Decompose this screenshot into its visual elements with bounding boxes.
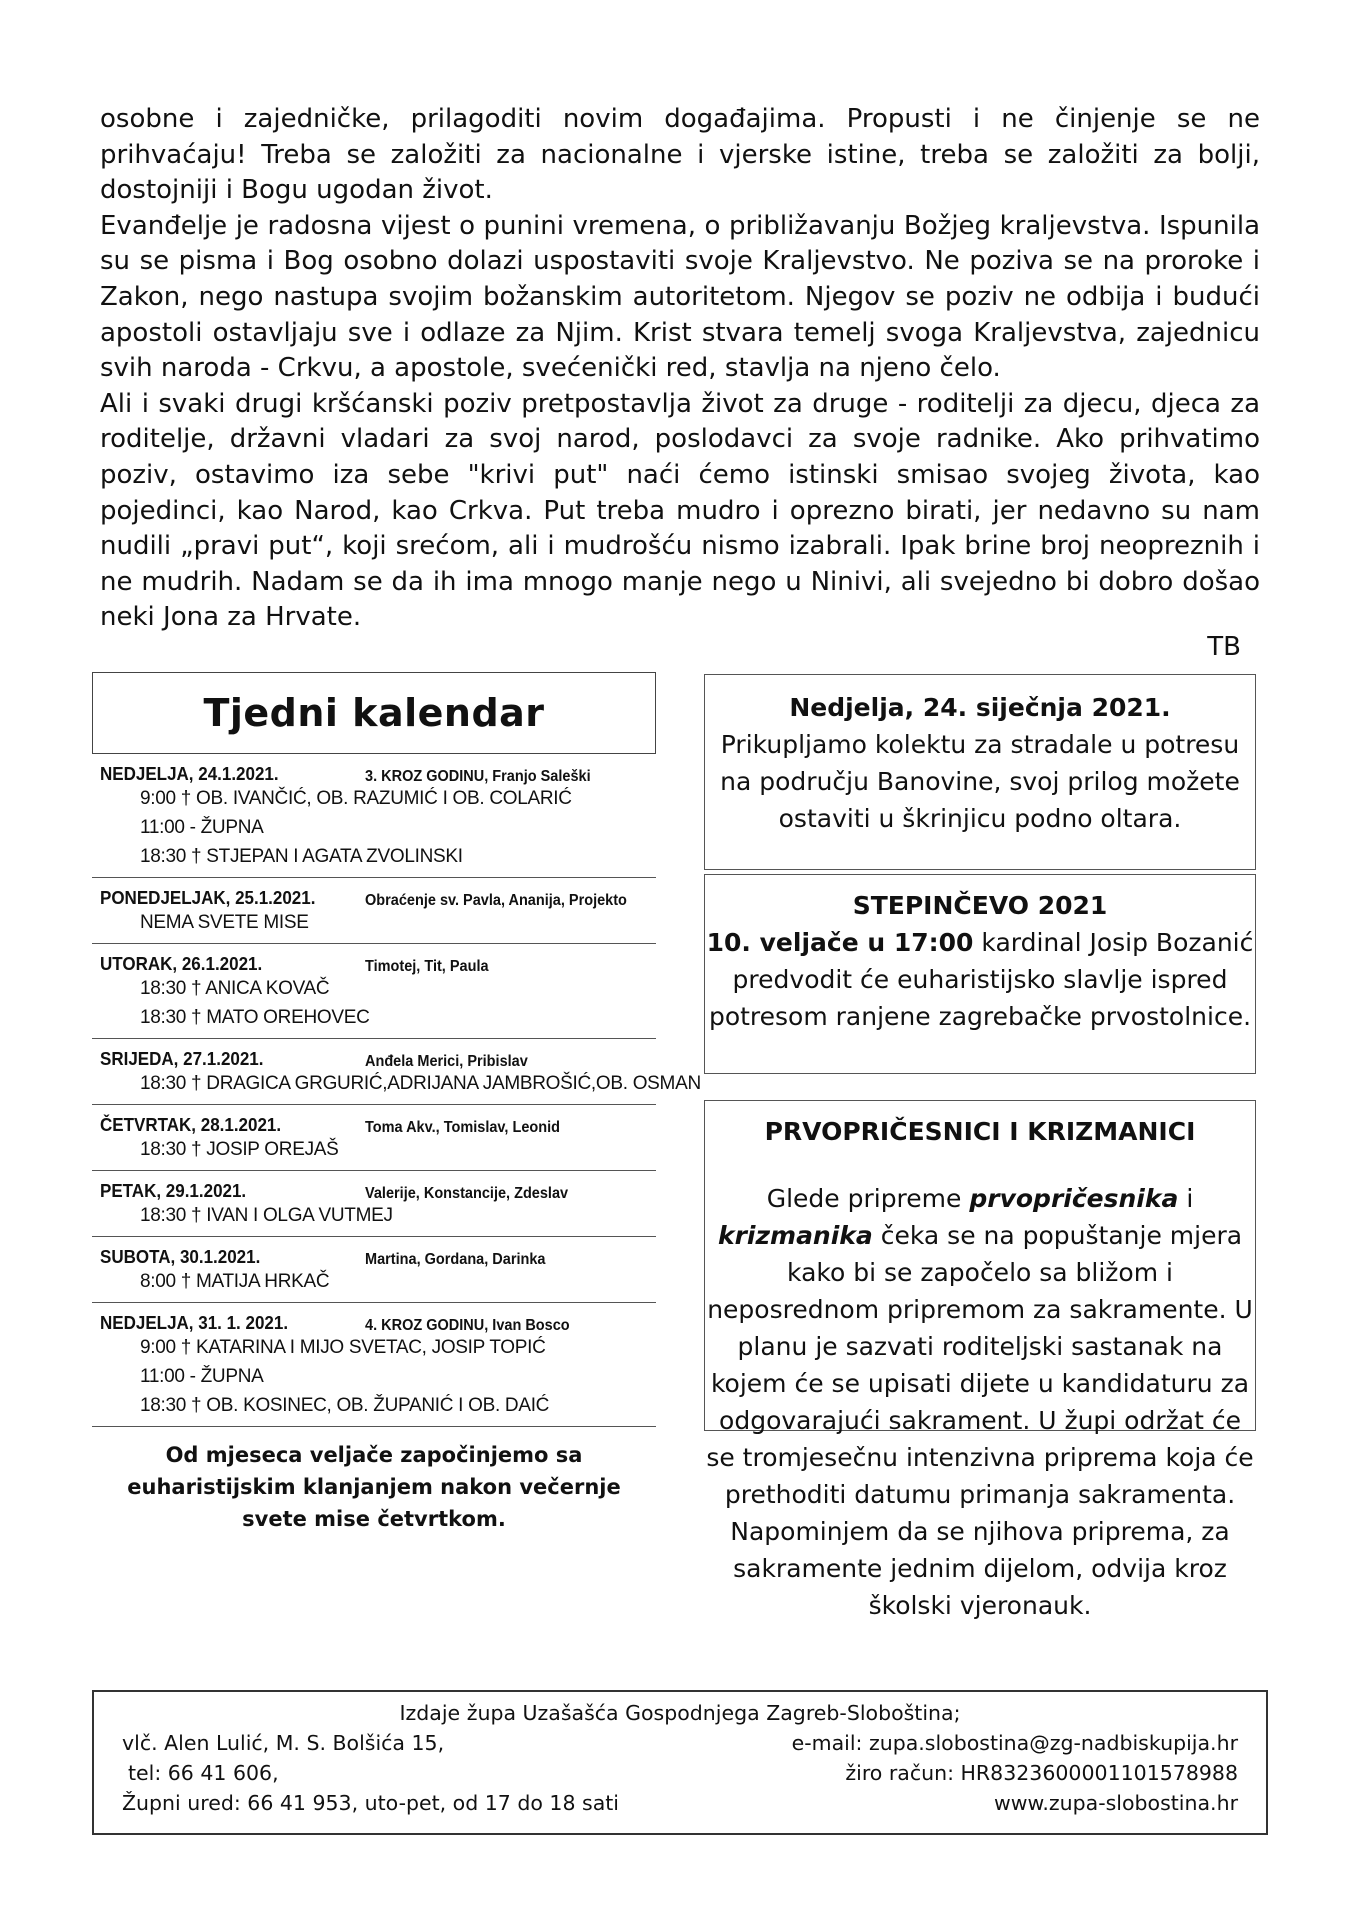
calendar-day-header xyxy=(100,1104,656,1136)
calendar-day-date: NEDJELJA, 31. 1. 2021. xyxy=(100,1312,289,1334)
calendar-mass: 18:30 † MATO OREHOVEC xyxy=(140,1007,370,1028)
calendar-mass: 8:00 † MATIJA HRKAČ xyxy=(140,1271,330,1292)
calendar-day-header xyxy=(100,1170,656,1202)
calendar-day-date: UTORAK, 26.1.2021. xyxy=(100,953,263,975)
calendar-day-date: ČETVRTAK, 28.1.2021. xyxy=(100,1114,282,1136)
calendar-title: Tjedni kalendar xyxy=(203,691,545,735)
calendar-day-header xyxy=(100,1038,656,1070)
article-body xyxy=(100,102,1260,636)
sacraments-text-part: čeka se na popuštanje mjera kako bi se započelo sa bližom i neposrednom pripremom za sakramente. U planu je sazvati roditeljski sastanak na kojem će se upisati dijete u kandidaturu za odgovarajući sakrament. U župi održat će se tromjesečnu intenzivna priprema koja će prethoditi datumu primanja sakramenta. xyxy=(706,1221,1254,1509)
calendar-day-feast: Timotej, Tit, Paula xyxy=(365,957,489,976)
weekly-calendar xyxy=(92,672,701,1535)
stepinac-text xyxy=(705,924,1255,1035)
stepinac-date: 10. veljače u 17:00 xyxy=(706,928,974,957)
footer-publisher: Izdaje župa Uzašašća Gospodnjega Zagreb-Sloboština; xyxy=(399,1701,961,1725)
calendar-day-date: PONEDJELJAK, 25.1.2021. xyxy=(100,887,316,909)
calendar-day-header xyxy=(100,943,656,975)
footer-address: vlč. Alen Lulić, M. S. Bolšića 15, xyxy=(122,1731,445,1755)
calendar-mass: 18:30 † STJEPAN I AGATA ZVOLINSKI xyxy=(140,846,463,867)
footer-office-hours: Župni ured: 66 41 953, uto-pet, od 17 do 18 sati xyxy=(122,1791,620,1815)
article-paragraph: Evanđelje je radosna vijest o punini vremena, o približavanju Božjeg kraljevstva. Ispunila su se pisma i Bog osobno dolazi uspostaviti svoje Kraljevstvo. Ne poziva se na proroke i Zakon, nego nastupa svojim božanskim autoritetom. Njegov se poziv ne odbija i budući apostoli ostavljaju sve i odlaze za Njim. Krist stvara temelj svoga Kraljevstva, zajednicu svih naroda - Crkvu, a apostole, svećenički red, stavlja na njeno čelo. xyxy=(100,210,1260,384)
calendar-day-date: NEDJELJA, 24.1.2021. xyxy=(100,763,279,785)
calendar-day-header xyxy=(100,1302,656,1334)
confirmands-term: krizmanika xyxy=(717,1221,873,1250)
calendar-day-header xyxy=(100,877,656,909)
sacraments-notice xyxy=(704,1100,1256,1620)
sacraments-text-part: Glede pripreme xyxy=(766,1184,970,1213)
calendar-day-date: SRIJEDA, 27.1.2021. xyxy=(100,1048,264,1070)
calendar-day xyxy=(92,878,656,944)
footer-phone: tel: 66 41 606, xyxy=(128,1761,279,1785)
calendar-day-header xyxy=(100,1236,656,1268)
calendar-day-feast: 4. KROZ GODINU, Ivan Bosco xyxy=(365,1316,570,1335)
calendar-mass: 18:30 † JOSIP OREJAŠ xyxy=(140,1139,339,1160)
calendar-mass: 11:00 - ŽUPNA xyxy=(140,817,264,838)
calendar-mass: 11:00 - ŽUPNA xyxy=(140,1366,264,1387)
calendar-mass: 18:30 † OB. KOSINEC, OB. ŽUPANIĆ I OB. DAIĆ xyxy=(140,1395,550,1416)
calendar-day-feast: 3. KROZ GODINU, Franjo Saleški xyxy=(365,767,591,786)
footer-website[interactable]: www.zupa-slobostina.hr xyxy=(993,1791,1238,1815)
calendar-day xyxy=(92,1171,656,1237)
calendar-day-date: PETAK, 29.1.2021. xyxy=(100,1180,247,1202)
calendar-days xyxy=(92,754,701,1427)
calendar-mass: 9:00 † OB. IVANČIĆ, OB. RAZUMIĆ I OB. COLARIĆ xyxy=(140,788,572,809)
calendar-mass: 18:30 † ANICA KOVAČ xyxy=(140,978,330,999)
sacraments-text-part: i xyxy=(1178,1184,1194,1213)
sacraments-heading: PRVOPRIČESNICI I KRIZMANICI xyxy=(764,1117,1196,1146)
collection-heading: Nedjelja, 24. siječnja 2021. xyxy=(789,693,1171,722)
calendar-day-feast: Obraćenje sv. Pavla, Ananija, Projekto xyxy=(365,891,627,910)
calendar-day-feast: Martina, Gordana, Darinka xyxy=(365,1250,546,1269)
calendar-day-feast: Anđela Merici, Pribislav xyxy=(365,1052,528,1071)
calendar-day xyxy=(92,1039,701,1105)
calendar-mass: NEMA SVETE MISE xyxy=(140,912,309,933)
calendar-day-feast: Toma Akv., Tomislav, Leonid xyxy=(365,1118,560,1137)
collection-notice xyxy=(704,674,1256,870)
calendar-day xyxy=(92,1105,656,1171)
calendar-day-header xyxy=(100,753,656,785)
footer-email[interactable]: e-mail: zupa.slobostina@zg-nadbiskupija.hr xyxy=(791,1731,1238,1755)
calendar-day xyxy=(92,754,656,878)
article-paragraph: Ali i svaki drugi kršćanski poziv pretpostavlja život za druge - roditelji za djecu, djeca za roditelje, državni vladari za svoj narod, poslodavci za svoje radnike. Ako prihvatimo poziv, ostavimo iza sebe "krivi put" naći ćemo istinski smisao svojeg života, kao pojedinci, kao Narod, kao Crkva. Put treba mudro i oprezno birati, jer nedavno su nam nudili „pravi put“, koji srećom, ali i mudrošću nismo izabrali. Ipak brine broj neopreznih i ne mudrih. Nadam se da ih ima mnogo manje nego u Ninivi, ali svejedno bi dobro došao neki Jona za Hrvate. xyxy=(100,388,1260,633)
calendar-day xyxy=(92,1303,656,1427)
stepinac-notice xyxy=(704,874,1256,1074)
calendar-note: Od mjeseca veljače započinjemo sa euharistijskim klanjanjem nakon večernje svete mise četvrtkom. xyxy=(127,1443,621,1531)
publisher-footer xyxy=(92,1690,1268,1835)
calendar-day-date: SUBOTA, 30.1.2021. xyxy=(100,1246,261,1268)
stepinac-heading: STEPINČEVO 2021 xyxy=(852,891,1108,920)
calendar-title-box xyxy=(92,672,656,754)
calendar-mass: 9:00 † KATARINA I MIJO SVETAC, JOSIP TOPIĆ xyxy=(140,1337,546,1358)
sacraments-text xyxy=(705,1180,1255,1513)
stepinac-body: kardinal Josip Bozanić predvodit će euharistijsko slavlje ispred potresom ranjene zagrebačke prvostolnice. xyxy=(708,928,1254,1031)
article-paragraph: osobne i zajedničke, prilagoditi novim događajima. Propusti i ne činjenje se ne prihvaćaju! Treba se založiti za nacionalne i vjerske istine, treba se založiti za bolji, dostojniji i Bogu ugodan život. xyxy=(100,104,1260,206)
sacraments-note: Napominjem da se njihova priprema, za sakramente jednim dijelom, odvija kroz školski vjeronauk. xyxy=(730,1517,1230,1620)
calendar-mass: 18:30 † IVAN I OLGA VUTMEJ xyxy=(140,1205,393,1226)
calendar-day xyxy=(92,1237,656,1303)
calendar-mass: 18:30 † DRAGICA GRGURIĆ,ADRIJANA JAMBROŠIĆ,OB. OSMAN xyxy=(140,1073,701,1094)
calendar-day-feast: Valerije, Konstancije, Zdeslav xyxy=(365,1184,569,1203)
collection-text: Prikupljamo kolektu za stradale u potresu na području Banovine, svoj prilog možete ostaviti u škrinjicu podno oltara. xyxy=(720,730,1240,833)
article-signature: TB xyxy=(1207,632,1241,662)
footer-account: žiro račun: HR8323600001101578988 xyxy=(845,1761,1238,1785)
first-communicants-term: prvopričesnika xyxy=(969,1184,1179,1213)
calendar-day xyxy=(92,944,656,1039)
